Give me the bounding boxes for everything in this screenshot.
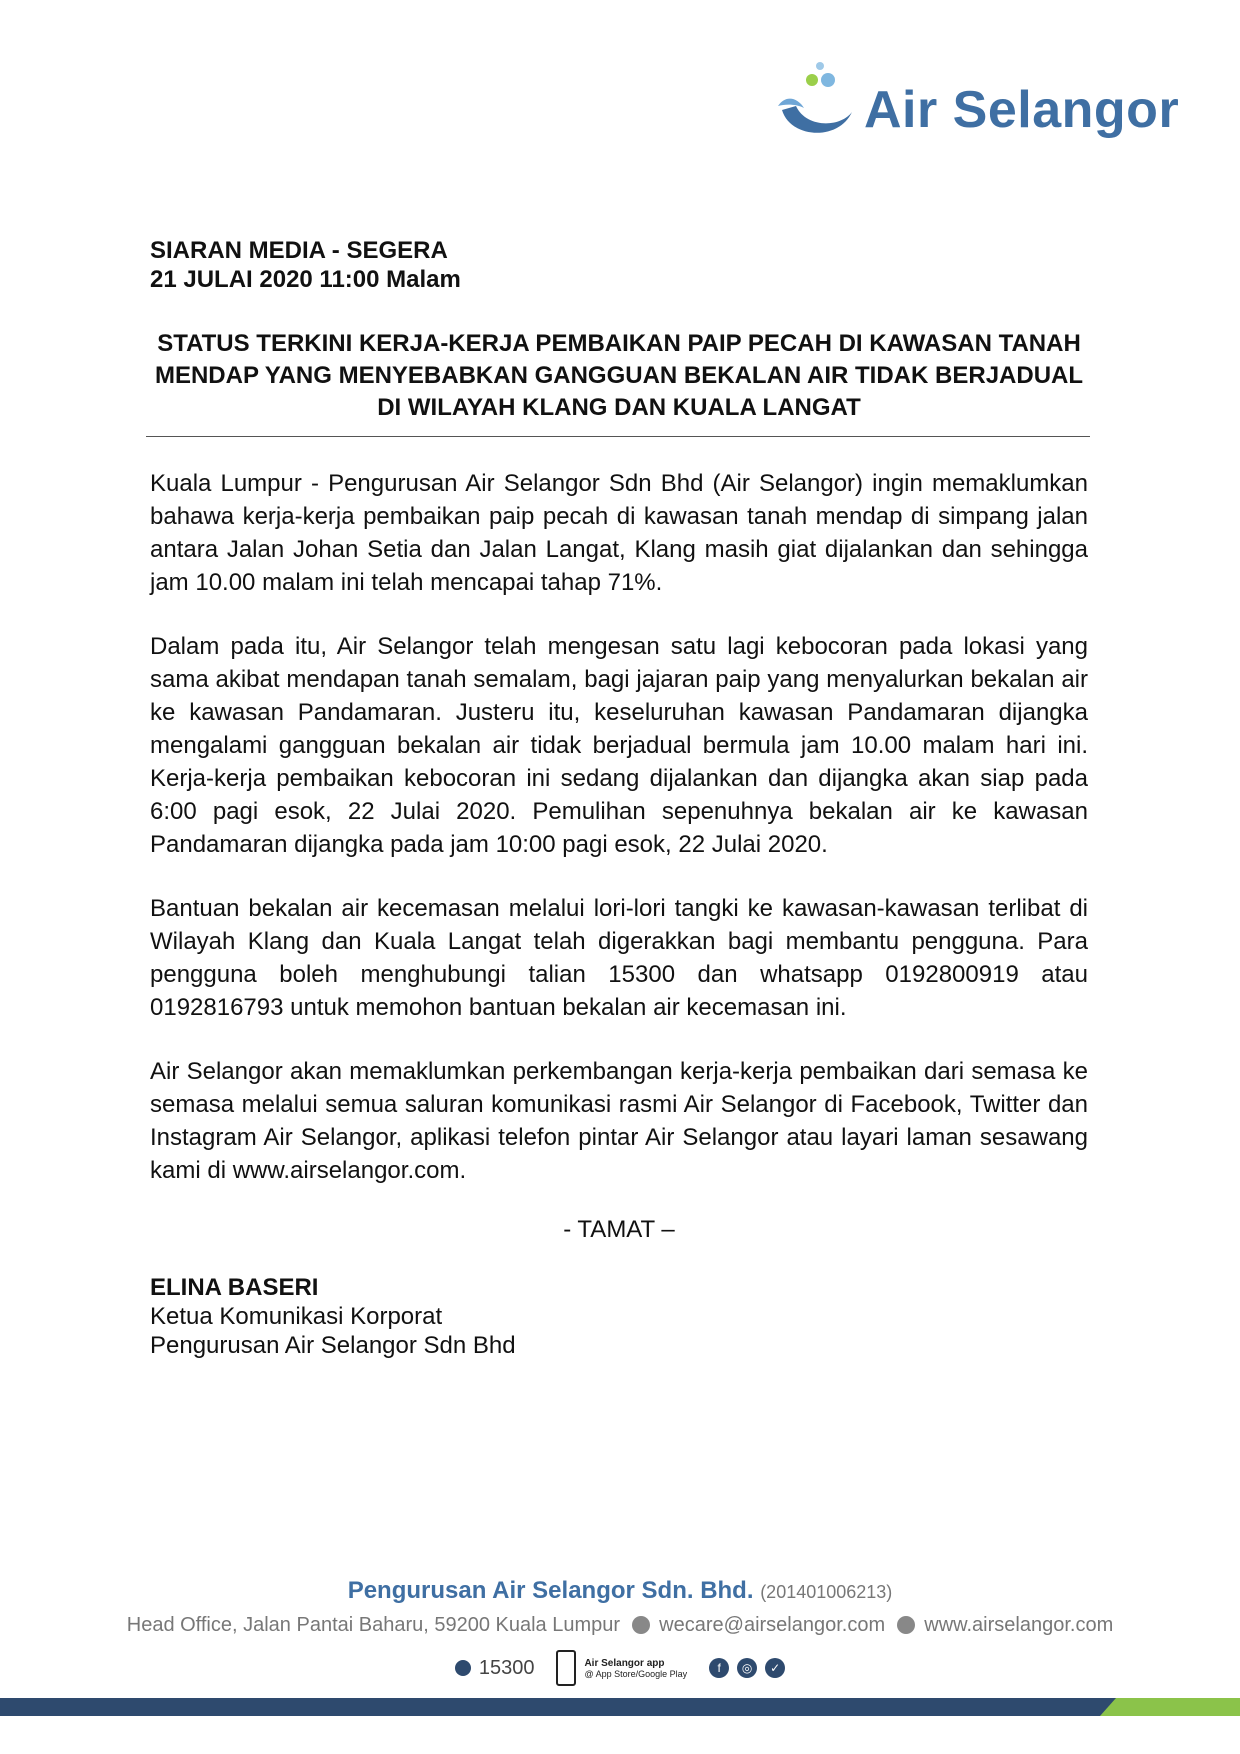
facebook-icon[interactable]: f: [709, 1658, 729, 1678]
footer-website[interactable]: www.airselangor.com: [924, 1614, 1114, 1636]
footer-hotline: 15300: [478, 1656, 535, 1679]
app-title: Air Selangor app: [584, 1657, 665, 1669]
end-mark: - TAMAT –: [563, 1216, 675, 1243]
signatory-title: Ketua Komunikasi Korporat: [150, 1303, 443, 1330]
globe-icon: [897, 1616, 915, 1634]
paragraph-3: Bantuan bekalan air kecemasan melalui lori-lori tangki ke kawasan-kawasan terlibat di Wilayah Klang dan Kuala Langat telah digerakkan bagi membantu pengguna. Para pengguna boleh menghubungi talian 15300 dan whatsapp 0192800919 atau 0192816793 untuk memohon bantuan bekalan air kecemasan ini.: [150, 895, 1088, 1021]
headline: STATUS TERKINI KERJA-KERJA PEMBAIKAN PAIP PECAH DI KAWASAN TANAH MENDAP YANG MENYEBABKAN GANGGUAN BEKALAN AIR TIDAK BERJADUAL DI WILAYAH KLANG DAN KUALA LANGAT: [154, 330, 1084, 421]
press-release-body: [150, 236, 1088, 1360]
twitter-icon[interactable]: ✓: [765, 1658, 785, 1678]
paragraph-2: Dalam pada itu, Air Selangor telah mengesan satu lagi kebocoran pada lokasi yang sama akibat mendapan tanah semalam, bagi jajaran paip yang menyalurkan bekalan air ke kawasan Pandamaran. Justeru itu, keseluruhan kawasan Pandamaran dijangka mengalami gangguan bekalan air tidak berjadual bermula jam 10.00 malam hari ini. Kerja-kerja pembaikan kebocoran ini sedang dijalankan dan dijangka akan siap pada 6:00 pagi esok, 22 Julai 2020. Pemulihan sepenuhnya bekalan air ke kawasan Pandamaran dijangka pada jam 10:00 pagi esok, 22 Julai 2020.: [150, 633, 1088, 858]
water-drop-logo-icon: [776, 58, 862, 154]
email-icon: [632, 1616, 650, 1634]
instagram-icon[interactable]: ◎: [737, 1658, 757, 1678]
air-selangor-logo: [776, 58, 1180, 154]
phone-icon: [455, 1660, 471, 1676]
footer-address: Head Office, Jalan Pantai Baharu, 59200 Kuala Lumpur: [126, 1614, 621, 1636]
footer-email[interactable]: wecare@airselangor.com: [659, 1614, 886, 1636]
paragraph-4: Air Selangor akan memaklumkan perkembangan kerja-kerja pembaikan dari semasa ke semasa melalui semua saluran komunikasi rasmi Air Selangor di Facebook, Twitter dan Instagram Air Selangor, aplikasi telefon pintar Air Selangor atau layari laman sesawang kami di www.airselangor.com.: [150, 1058, 1088, 1184]
footer-company-name: Pengurusan Air Selangor Sdn. Bhd.: [347, 1577, 754, 1604]
footer-icons: [0, 1650, 1240, 1690]
release-date: 21 JULAI 2020 11:00 Malam: [150, 266, 461, 293]
footer-bar: [0, 1698, 1240, 1716]
footer-contact: [0, 1614, 1240, 1637]
app-subtitle: @ App Store/Google Play: [584, 1668, 688, 1679]
footer-company: [0, 1577, 1240, 1605]
paragraph-1: Kuala Lumpur - Pengurusan Air Selangor Sdn Bhd (Air Selangor) ingin memaklumkan bahawa kerja-kerja pembaikan paip pecah di kawasan tanah mendap di simpang jalan antara Jalan Johan Setia dan Jalan Langat, Klang masih giat dijalankan dan sehingga jam 10.00 malam ini telah mencapai tahap 71%.: [150, 470, 1088, 596]
app-info: [584, 1658, 687, 1679]
headline-divider: [146, 436, 1090, 437]
mobile-app-icon: [556, 1650, 576, 1686]
signatory-organization: Pengurusan Air Selangor Sdn Bhd: [150, 1332, 516, 1359]
logo-text: Air Selangor: [864, 81, 1180, 139]
release-type: SIARAN MEDIA - SEGERA: [150, 237, 448, 264]
signatory-name: ELINA BASERI: [150, 1274, 319, 1301]
footer-registration: (201401006213): [760, 1582, 893, 1602]
